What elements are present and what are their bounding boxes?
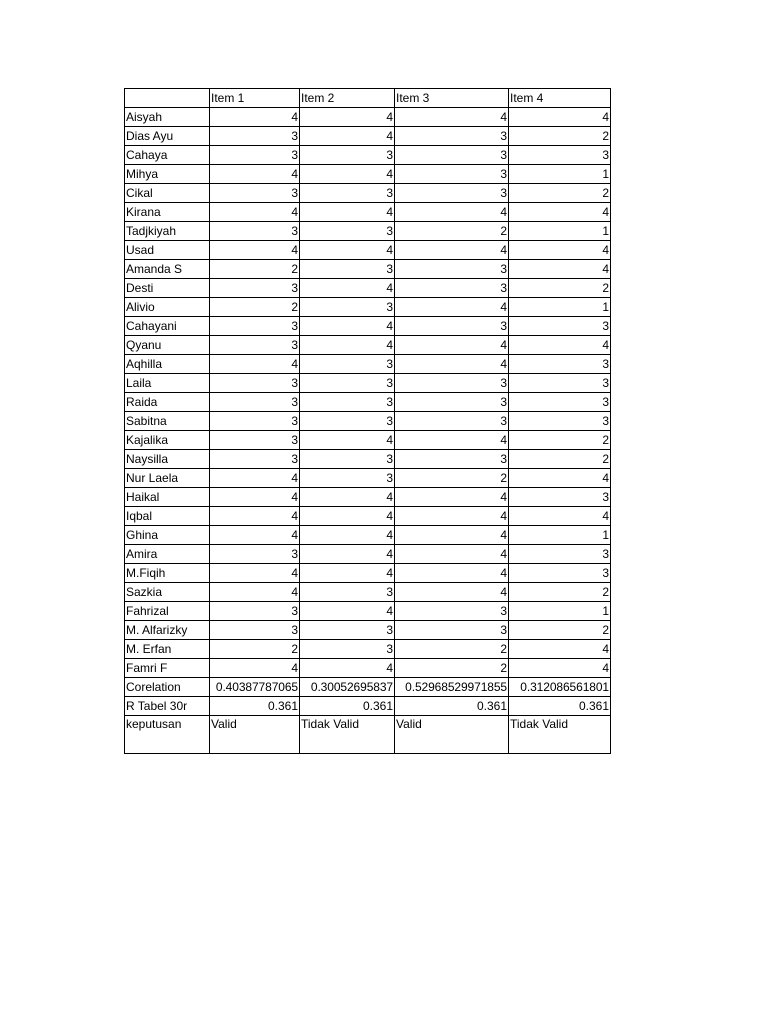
score-cell: 4 [210,108,300,127]
score-cell: 3 [210,602,300,621]
score-cell: 2 [210,640,300,659]
score-cell: 2 [509,431,611,450]
keputusan-row-value: Tidak Valid [509,716,611,754]
score-cell: 4 [509,640,611,659]
score-cell: 4 [210,526,300,545]
table-row [125,393,611,412]
score-cell: 4 [300,241,395,260]
table-row [125,260,611,279]
keputusan-row [125,716,611,754]
table-row [125,374,611,393]
score-cell: 3 [210,450,300,469]
table-row [125,659,611,678]
respondent-name-cell: Aqhilla [125,355,210,374]
header-row [125,89,611,108]
respondent-name-cell: Tadjkiyah [125,222,210,241]
score-cell: 2 [509,621,611,640]
score-cell: 3 [395,279,509,298]
score-cell: 4 [300,545,395,564]
score-cell: 3 [509,412,611,431]
table-row [125,165,611,184]
score-cell: 4 [210,583,300,602]
score-cell: 4 [300,108,395,127]
table-row [125,488,611,507]
score-cell: 4 [509,241,611,260]
keputusan-row-value: Valid [395,716,509,754]
score-cell: 4 [210,564,300,583]
respondent-name-cell: Raida [125,393,210,412]
respondent-name-cell: Mihya [125,165,210,184]
respondent-name-cell: Cikal [125,184,210,203]
header-cell-item-2: Item 2 [300,89,395,108]
respondent-name-cell: Cahaya [125,146,210,165]
score-cell: 3 [210,146,300,165]
score-cell: 4 [300,317,395,336]
respondent-name-cell: Alivio [125,298,210,317]
score-cell: 3 [395,393,509,412]
score-cell: 3 [210,336,300,355]
score-cell: 4 [300,279,395,298]
score-cell: 3 [509,146,611,165]
score-cell: 3 [300,393,395,412]
score-cell: 3 [300,184,395,203]
header-cell-item-3: Item 3 [395,89,509,108]
header-cell-item-4: Item 4 [509,89,611,108]
respondent-name-cell: Amanda S [125,260,210,279]
correlation-row-label: Corelation [125,678,210,697]
r-tabel-row-value: 0.361 [509,697,611,716]
respondent-name-cell: Ghina [125,526,210,545]
score-cell: 4 [300,526,395,545]
score-cell: 1 [509,298,611,317]
table-row [125,431,611,450]
score-cell: 4 [395,336,509,355]
score-cell: 3 [300,222,395,241]
table-row [125,564,611,583]
score-cell: 4 [300,165,395,184]
r-tabel-row-value: 0.361 [300,697,395,716]
score-cell: 4 [210,659,300,678]
score-cell: 2 [210,260,300,279]
score-cell: 3 [300,355,395,374]
score-cell: 4 [509,108,611,127]
score-cell: 4 [300,488,395,507]
score-cell: 3 [300,412,395,431]
score-cell: 4 [395,507,509,526]
score-cell: 3 [300,450,395,469]
respondent-name-cell: M. Alfarizky [125,621,210,640]
score-cell: 3 [395,621,509,640]
correlation-row-value: 0.40387787065 [210,678,300,697]
table-row [125,298,611,317]
score-cell: 2 [509,279,611,298]
r-tabel-row-value: 0.361 [395,697,509,716]
score-cell: 3 [395,374,509,393]
score-cell: 4 [509,659,611,678]
r-tabel-row-label: R Tabel 30r [125,697,210,716]
respondent-name-cell: Naysilla [125,450,210,469]
respondent-name-cell: M. Erfan [125,640,210,659]
score-cell: 2 [395,469,509,488]
score-cell: 3 [300,298,395,317]
respondent-name-cell: Usad [125,241,210,260]
score-cell: 3 [395,165,509,184]
score-cell: 3 [509,355,611,374]
score-cell: 3 [210,412,300,431]
score-cell: 3 [300,260,395,279]
respondent-name-cell: Kirana [125,203,210,222]
score-cell: 4 [395,564,509,583]
correlation-row-value: 0.30052695837 [300,678,395,697]
keputusan-row-value: Tidak Valid [300,716,395,754]
score-cell: 3 [395,412,509,431]
score-cell: 4 [509,469,611,488]
score-cell: 4 [210,488,300,507]
score-cell: 4 [509,203,611,222]
score-cell: 4 [395,545,509,564]
table-row [125,355,611,374]
score-cell: 4 [210,165,300,184]
score-cell: 2 [509,450,611,469]
score-cell: 4 [300,203,395,222]
respondent-name-cell: Iqbal [125,507,210,526]
table-row [125,412,611,431]
score-cell: 3 [210,127,300,146]
keputusan-row-value: Valid [210,716,300,754]
score-cell: 3 [300,621,395,640]
score-cell: 3 [509,564,611,583]
score-cell: 4 [210,355,300,374]
table-row [125,127,611,146]
correlation-row [125,678,611,697]
respondent-name-cell: Amira [125,545,210,564]
score-cell: 3 [300,583,395,602]
score-cell: 4 [395,355,509,374]
respondent-name-cell: Qyanu [125,336,210,355]
respondent-name-cell: Cahayani [125,317,210,336]
score-cell: 4 [509,336,611,355]
respondent-name-cell: Aisyah [125,108,210,127]
score-cell: 4 [210,241,300,260]
score-cell: 3 [210,222,300,241]
score-cell: 3 [210,374,300,393]
keputusan-row-label: keputusan [125,716,210,754]
score-cell: 4 [509,507,611,526]
score-cell: 2 [395,659,509,678]
score-cell: 4 [300,564,395,583]
score-cell: 3 [395,260,509,279]
table-row [125,279,611,298]
r-tabel-row [125,697,611,716]
respondent-name-cell: Laila [125,374,210,393]
score-cell: 2 [395,222,509,241]
score-cell: 3 [509,488,611,507]
score-cell: 4 [300,659,395,678]
score-cell: 4 [395,431,509,450]
respondent-name-cell: Famri F [125,659,210,678]
score-cell: 4 [395,298,509,317]
score-cell: 4 [395,583,509,602]
score-cell: 3 [509,393,611,412]
score-cell: 2 [509,583,611,602]
score-cell: 3 [509,317,611,336]
score-cell: 4 [300,507,395,526]
correlation-row-value: 0.312086561801 [509,678,611,697]
table-row [125,621,611,640]
score-cell: 1 [509,602,611,621]
r-tabel-row-value: 0.361 [210,697,300,716]
score-cell: 4 [395,241,509,260]
score-cell: 4 [210,203,300,222]
score-cell: 3 [395,602,509,621]
respondent-name-cell: Haikal [125,488,210,507]
table-row [125,203,611,222]
score-cell: 3 [210,545,300,564]
score-cell: 3 [210,431,300,450]
score-cell: 3 [395,450,509,469]
score-cell: 4 [300,602,395,621]
respondent-name-cell: Sazkia [125,583,210,602]
table-row [125,336,611,355]
respondent-name-cell: Desti [125,279,210,298]
table-row [125,317,611,336]
score-cell: 4 [395,108,509,127]
score-cell: 3 [210,184,300,203]
score-cell: 1 [509,222,611,241]
score-cell: 3 [395,127,509,146]
respondent-name-cell: Dias Ayu [125,127,210,146]
score-cell: 4 [210,469,300,488]
header-corner-cell [125,89,210,108]
table-row [125,545,611,564]
table-row [125,602,611,621]
table-row [125,146,611,165]
score-cell: 2 [509,127,611,146]
score-cell: 4 [300,336,395,355]
score-cell: 4 [300,127,395,146]
score-cell: 2 [509,184,611,203]
respondent-name-cell: Sabitna [125,412,210,431]
table-row [125,450,611,469]
score-cell: 4 [395,488,509,507]
score-cell: 3 [210,279,300,298]
score-cell: 3 [300,469,395,488]
table-row [125,222,611,241]
score-cell: 2 [395,640,509,659]
score-cell: 4 [210,507,300,526]
correlation-row-value: 0.52968529971855 [395,678,509,697]
respondent-name-cell: Kajalika [125,431,210,450]
score-cell: 3 [210,621,300,640]
score-cell: 3 [210,317,300,336]
score-cell: 4 [395,526,509,545]
table-row [125,583,611,602]
score-cell: 4 [509,260,611,279]
score-cell: 3 [395,317,509,336]
score-cell: 3 [210,393,300,412]
table-row [125,507,611,526]
validity-table-body [125,89,611,754]
table-row [125,241,611,260]
respondent-name-cell: M.Fiqih [125,564,210,583]
table-row [125,184,611,203]
score-cell: 4 [395,203,509,222]
header-cell-item-1: Item 1 [210,89,300,108]
score-cell: 3 [395,146,509,165]
table-row [125,526,611,545]
score-cell: 3 [300,374,395,393]
score-cell: 1 [509,165,611,184]
table-row [125,108,611,127]
score-cell: 4 [300,431,395,450]
respondent-name-cell: Nur Laela [125,469,210,488]
score-cell: 3 [300,146,395,165]
score-cell: 2 [210,298,300,317]
table-row [125,640,611,659]
score-cell: 3 [395,184,509,203]
validity-table [124,88,611,754]
score-cell: 3 [300,640,395,659]
table-row [125,469,611,488]
score-cell: 3 [509,374,611,393]
score-cell: 3 [509,545,611,564]
respondent-name-cell: Fahrizal [125,602,210,621]
score-cell: 1 [509,526,611,545]
